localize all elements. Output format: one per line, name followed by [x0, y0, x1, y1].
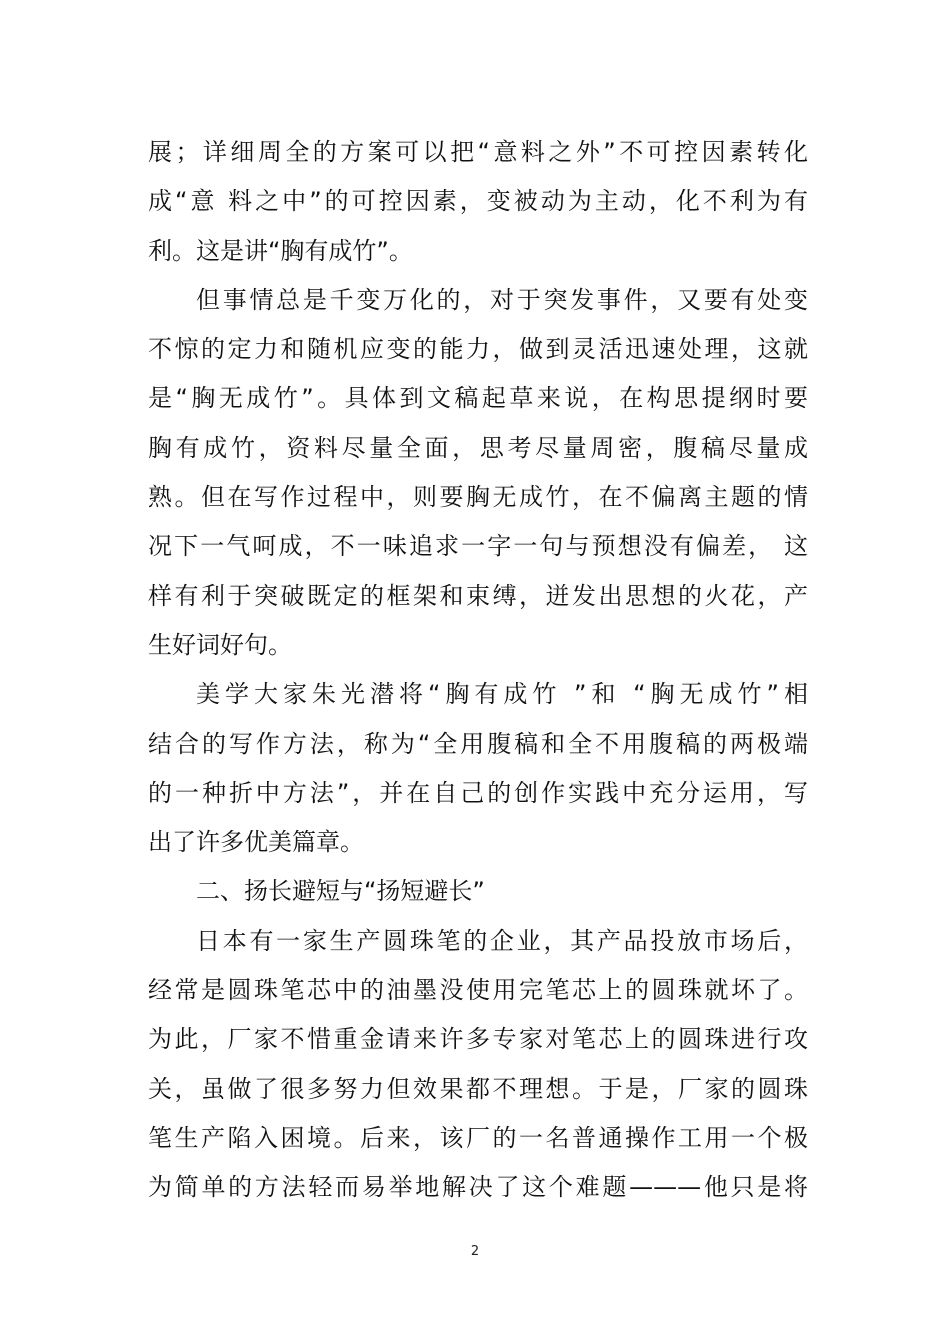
text-line: 为简单的方法轻而易举地解决了这个难题———他只是将: [148, 1173, 808, 1202]
text-line: 生好词好句。: [148, 630, 292, 659]
text-line: 经常是圆珠笔芯中的油墨没使用完笔芯上的圆珠就坏了。: [148, 976, 808, 1005]
text-line: 关，虽做了很多努力但效果都不理想。于是，厂家的圆珠: [148, 1074, 808, 1103]
text-line: 不惊的定力和随机应变的能力，做到灵活迅速处理，这就: [148, 335, 808, 364]
section-heading: 二、扬长避短与“扬短避长”: [196, 877, 485, 906]
page-number: 2: [470, 1244, 480, 1259]
text-line: 熟。但在写作过程中，则要胸无成竹，在不偏离主题的情: [148, 483, 808, 512]
paragraph-start-line: 日本有一家生产圆珠笔的企业，其产品投放市场后，: [196, 926, 808, 955]
text-line: 成“意 料之中”的可控因素，变被动为主动，化不利为有: [148, 187, 808, 216]
text-line: 的一种折中方法”，并在自己的创作实践中充分运用，写: [148, 778, 808, 807]
text-line: 是“胸无成竹”。具体到文稿起草来说，在构思提纲时要: [148, 384, 808, 413]
text-line: 胸有成竹，资料尽量全面，思考尽量周密，腹稿尽量成: [148, 433, 808, 462]
text-line: 结合的写作方法，称为“全用腹稿和全不用腹稿的两极端: [148, 729, 808, 758]
text-line: 为此，厂家不惜重金请来许多专家对笔芯上的圆珠进行攻: [148, 1025, 808, 1054]
text-line: 样有利于突破既定的框架和束缚，迸发出思想的火花，产: [148, 581, 808, 610]
text-line: 展；详细周全的方案可以把“意料之外”不可控因素转化: [148, 138, 808, 166]
text-line: 况下一气呵成，不一味追求一字一句与预想没有偏差， 这: [148, 532, 808, 561]
text-line: 笔生产陷入困境。后来，该厂的一名普通操作工用一个极: [148, 1123, 808, 1152]
paragraph-start-line: 但事情总是千变万化的，对于突发事件，又要有处变: [196, 285, 808, 314]
body-text: [148, 128, 808, 1213]
text-line: 利。这是讲“胸有成竹”。: [148, 236, 413, 265]
paragraph-start-line: 美学大家朱光潜将“胸有成竹 ”和 “胸无成竹”相: [196, 680, 808, 709]
text-line: 出了许多优美篇章。: [148, 828, 364, 857]
